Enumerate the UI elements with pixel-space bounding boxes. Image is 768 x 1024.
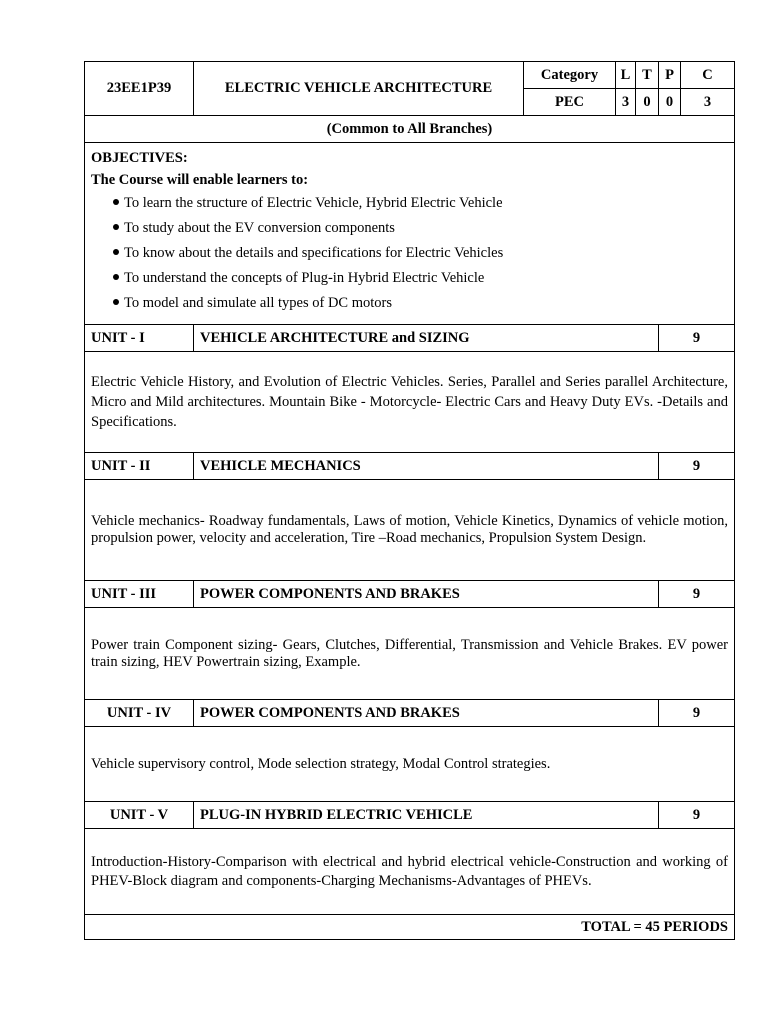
c-label: C [681,62,735,89]
objectives-intro: The Course will enable learners to: [91,172,309,189]
objective-item: To know about the details and specifications for Electric Vehicles [113,241,728,266]
unit-content: Introduction-History-Comparison with electrical and hybrid electrical vehicle-Construction and working of PHEV-Block diagram and components-Charging Mechanisms-Advantages of PHEVs. [85,829,735,915]
unit-content: Power train Component sizing- Gears, Clutches, Differential, Transmission and Vehicle Brakes. EV power train sizing, HEV Powertrain sizing, Example. [85,608,735,700]
objective-item: To model and simulate all types of DC motors [113,291,728,316]
unit-title: POWER COMPONENTS AND BRAKES [194,700,659,727]
unit-label: UNIT - III [85,581,194,608]
unit-hours: 9 [659,325,735,352]
unit-title: VEHICLE ARCHITECTURE and SIZING [194,325,659,352]
syllabus-table [84,61,735,940]
l-value: 3 [616,89,636,116]
unit-content: Vehicle supervisory control, Mode selection strategy, Modal Control strategies. [85,727,735,802]
unit-label: UNIT - I [85,325,194,352]
unit-label: UNIT - IV [85,700,194,727]
objective-item: To study about the EV conversion components [113,216,728,241]
unit-label: UNIT - V [85,802,194,829]
objective-item: To learn the structure of Electric Vehicle, Hybrid Electric Vehicle [113,191,728,216]
common-note: (Common to All Branches) [85,116,735,143]
course-code: 23EE1P39 [85,62,194,116]
category-label: Category [524,62,616,89]
p-value: 0 [659,89,681,116]
unit-hours: 9 [659,802,735,829]
course-title: ELECTRIC VEHICLE ARCHITECTURE [194,62,524,116]
t-value: 0 [636,89,659,116]
unit-content: Vehicle mechanics- Roadway fundamentals, Laws of motion, Vehicle Kinetics, Dynamics of vehicle motion, propulsion power, velocity and acceleration, Tire –Road mechanics, Propulsion System Design. [85,480,735,581]
unit-title: POWER COMPONENTS AND BRAKES [194,581,659,608]
bullet-icon [113,299,119,305]
unit-hours: 9 [659,453,735,480]
unit-title: PLUG-IN HYBRID ELECTRIC VEHICLE [194,802,659,829]
objectives-list [91,191,728,316]
bullet-icon [113,249,119,255]
objectives-section [85,143,735,325]
category-value: PEC [524,89,616,116]
unit-content: Electric Vehicle History, and Evolution of Electric Vehicles. Series, Parallel and Series parallel Architecture, Micro and Mild architectures. Mountain Bike - Motorcycle- Electric Cars and Heavy Duty EVs. -Details and Specifications. [85,352,735,453]
bullet-icon [113,224,119,230]
bullet-icon [113,274,119,280]
unit-label: UNIT - II [85,453,194,480]
p-label: P [659,62,681,89]
c-value: 3 [681,89,735,116]
bullet-icon [113,199,119,205]
unit-title: VEHICLE MECHANICS [194,453,659,480]
objective-item: To understand the concepts of Plug-in Hybrid Electric Vehicle [113,266,728,291]
objectives-title: OBJECTIVES: [91,150,188,166]
unit-hours: 9 [659,581,735,608]
unit-hours: 9 [659,700,735,727]
t-label: T [636,62,659,89]
l-label: L [616,62,636,89]
total-periods: TOTAL = 45 PERIODS [85,915,735,940]
